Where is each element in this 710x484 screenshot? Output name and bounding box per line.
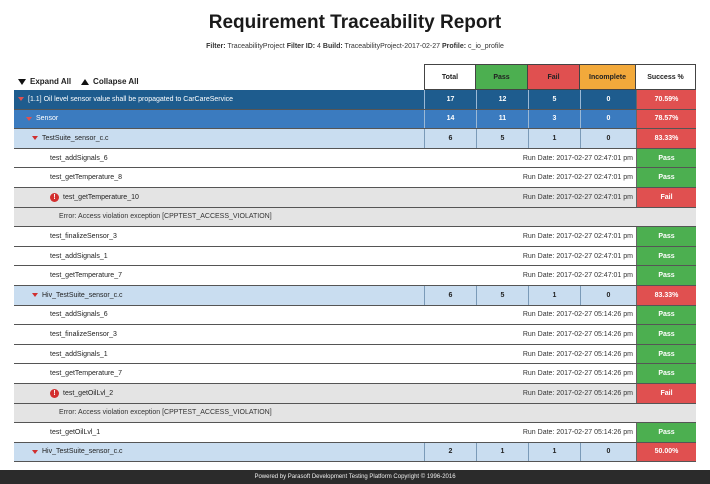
incomplete-count: 0 (580, 110, 636, 129)
run-date: Run Date: 2017-02-27 05:14:26 pm (522, 311, 633, 319)
pass-count: 1 (476, 443, 528, 462)
run-date: Run Date: 2017-02-27 02:47:01 pm (522, 252, 633, 260)
incomplete-count: 0 (580, 129, 636, 148)
run-date: Run Date: 2017-02-27 05:14:26 pm (522, 389, 633, 397)
expand-arrow-icon[interactable] (32, 293, 38, 297)
expand-arrow-icon[interactable] (32, 136, 38, 140)
build-label: Build: (322, 43, 343, 50)
total-count: 2 (424, 443, 476, 462)
test-status-badge: Pass (636, 423, 696, 442)
test-row[interactable] (14, 306, 696, 326)
test-name: test_getTemperature_8 (50, 174, 122, 182)
test-suite-label: Hiv_TestSuite_sensor_c.c (42, 291, 123, 299)
test-status-badge: Fail (636, 384, 696, 403)
test-name: test_addSignals_6 (50, 154, 108, 162)
test-status-badge: Pass (636, 325, 696, 344)
test-name: test_getOilLvl_2 (63, 389, 114, 397)
test-suite-row[interactable] (14, 129, 696, 149)
table-header (14, 64, 696, 90)
test-name: test_finalizeSensor_3 (50, 330, 117, 338)
error-message: Error: Access violation exception [CPPTEST_ACCESS_VIOLATION] (59, 409, 272, 417)
test-name: test_getTemperature_7 (50, 370, 122, 378)
expand-arrow-icon[interactable] (32, 450, 38, 454)
test-status-badge: Pass (636, 306, 696, 325)
test-row[interactable] (14, 149, 696, 169)
success-percent: 78.57% (636, 110, 696, 129)
fail-count: 3 (528, 110, 580, 129)
test-suite-label: Hiv_TestSuite_sensor_c.c (42, 448, 123, 456)
test-status-badge: Pass (636, 345, 696, 364)
test-status-badge: Pass (636, 227, 696, 246)
test-name: test_addSignals_1 (50, 252, 108, 260)
run-date: Run Date: 2017-02-27 02:47:01 pm (522, 193, 633, 201)
header-incomplete: Incomplete (580, 64, 636, 90)
fail-count: 1 (528, 286, 580, 305)
test-status-badge: Pass (636, 266, 696, 285)
header-total: Total (424, 64, 476, 90)
pass-count: 11 (476, 110, 528, 129)
header-success: Success % (636, 64, 696, 90)
requirement-row[interactable] (14, 90, 696, 110)
test-status-badge: Pass (636, 168, 696, 187)
test-row[interactable] (14, 423, 696, 443)
report-title: Requirement Traceability Report (208, 12, 502, 33)
test-name: test_getOilLvl_1 (50, 428, 101, 436)
run-date: Run Date: 2017-02-27 05:14:26 pm (522, 350, 633, 358)
run-date: Run Date: 2017-02-27 05:14:26 pm (522, 428, 633, 436)
test-suite-label: TestSuite_sensor_c.c (42, 134, 109, 142)
build-value: TraceabilityProject-2017-02-27 (344, 43, 441, 50)
run-date: Run Date: 2017-02-27 05:14:26 pm (522, 330, 633, 338)
test-row[interactable] (14, 227, 696, 247)
total-count: 6 (424, 286, 476, 305)
profile-label: Profile: (441, 43, 467, 50)
test-status-badge: Pass (636, 149, 696, 168)
incomplete-count: 0 (580, 90, 636, 109)
test-name: test_getTemperature_7 (50, 272, 122, 280)
run-date: Run Date: 2017-02-27 02:47:01 pm (522, 174, 633, 182)
component-label: Sensor (36, 115, 59, 123)
fail-count: 1 (528, 443, 580, 462)
filter-id-label: Filter ID: (286, 43, 316, 50)
run-date: Run Date: 2017-02-27 05:14:26 pm (522, 370, 633, 378)
error-message-row (14, 404, 696, 424)
test-row[interactable] (14, 247, 696, 267)
test-row[interactable] (14, 325, 696, 345)
test-name: test_finalizeSensor_3 (50, 232, 117, 240)
test-status-badge: Fail (636, 188, 696, 207)
total-count: 14 (424, 110, 476, 129)
filter-id-value: 4 (317, 43, 321, 50)
filter-line (0, 43, 710, 50)
run-date: Run Date: 2017-02-27 02:47:01 pm (522, 232, 633, 240)
requirement-label: [1.1] Oil level sensor value shall be propagated to CarCareService (28, 95, 234, 103)
test-row[interactable] (14, 364, 696, 384)
run-date: Run Date: 2017-02-27 02:47:01 pm (522, 154, 633, 162)
incomplete-count: 0 (580, 443, 636, 462)
expand-arrow-icon[interactable] (18, 97, 24, 101)
test-row-failed[interactable] (14, 188, 696, 208)
success-percent: 70.59% (636, 90, 696, 109)
pass-count: 5 (476, 286, 528, 305)
test-row[interactable] (14, 168, 696, 188)
test-suite-row[interactable] (14, 286, 696, 306)
incomplete-count: 0 (580, 286, 636, 305)
test-row[interactable] (14, 345, 696, 365)
traceability-table (14, 64, 696, 462)
test-status-badge: Pass (636, 364, 696, 383)
collapse-all-label: Collapse All (93, 77, 139, 86)
total-count: 17 (424, 90, 476, 109)
expand-all-label: Expand All (30, 77, 72, 86)
component-row[interactable] (14, 110, 696, 130)
expand-arrow-icon[interactable] (26, 117, 32, 121)
test-name: test_getTemperature_10 (63, 193, 139, 201)
test-suite-row[interactable] (14, 443, 696, 463)
filter-label: Filter: (206, 43, 226, 50)
test-name: test_addSignals_6 (50, 311, 108, 319)
test-row[interactable] (14, 266, 696, 286)
profile-value: c_io_profile (468, 43, 504, 50)
test-status-badge: Pass (636, 247, 696, 266)
footer: Powered by Parasoft Development Testing Platform Copyright © 1996-2016 (0, 470, 710, 484)
success-percent: 83.33% (636, 286, 696, 305)
error-message: Error: Access violation exception [CPPTEST_ACCESS_VIOLATION] (59, 213, 272, 221)
test-row-failed[interactable] (14, 384, 696, 404)
fail-count: 1 (528, 129, 580, 148)
error-icon: ! (50, 389, 59, 398)
header-pass: Pass (476, 64, 528, 90)
pass-count: 5 (476, 129, 528, 148)
error-icon: ! (50, 193, 59, 202)
filter-value: TraceabilityProject (227, 43, 285, 50)
total-count: 6 (424, 129, 476, 148)
pass-count: 12 (476, 90, 528, 109)
success-percent: 50.00% (636, 443, 696, 462)
run-date: Run Date: 2017-02-27 02:47:01 pm (522, 272, 633, 280)
success-percent: 83.33% (636, 129, 696, 148)
error-message-row (14, 208, 696, 228)
header-fail: Fail (528, 64, 580, 90)
test-name: test_addSignals_1 (50, 350, 108, 358)
fail-count: 5 (528, 90, 580, 109)
